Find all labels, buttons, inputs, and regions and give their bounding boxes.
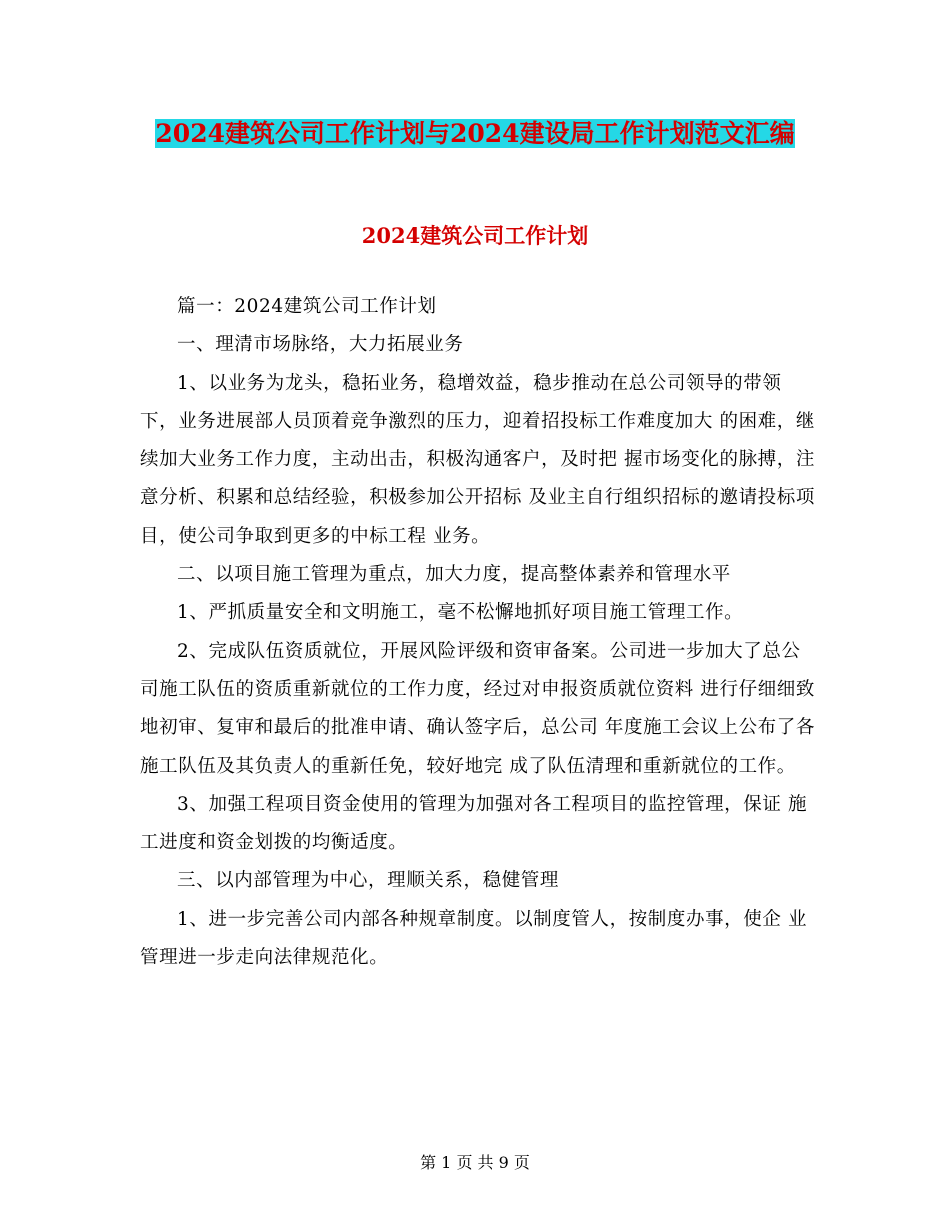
document-title-text: 2024建筑公司工作计划与2024建设局工作计划范文汇编 xyxy=(155,119,795,148)
paragraph: 篇一：2024建筑公司工作计划 xyxy=(177,296,437,317)
page-number: 第 1 页 共 9 页 xyxy=(420,1153,530,1172)
paragraph: 一、理清市场脉络，大力拓展业务 xyxy=(177,334,464,356)
paragraph: 三、以内部管理为中心，理顺关系，稳健管理 xyxy=(177,870,560,892)
paragraph: 二、以项目施工管理为重点，加大力度，提高整体素养和管理水平 xyxy=(177,564,731,586)
paragraph: 1、严抓质量安全和文明施工，毫不松懈地抓好项目施工管理工作。 xyxy=(177,602,744,624)
paragraph: 1、以业务为龙头，稳拓业务，稳增效益，稳步推动在总公司领导的带领下，业务进展部人员顶着竞争激烈的压力，迎着招投标工作难度加大 的困难，继续加大业务工作力度，主动出击，积极沟通客户，及时把 握市场变化的脉搏，注意分析、积累和总结经验，积极参加公开招标 及业主自行组织招标的邀请投标项目，使公司争取到更多的中标工程 业务。 xyxy=(140,372,815,547)
paragraph: 3、加强工程项目资金使用的管理为加强对各工程项目的监控管理，保证 施工进度和资金划拨的均衡适度。 xyxy=(140,793,808,854)
document-body xyxy=(140,288,815,977)
paragraph: 2、完成队伍资质就位，开展风险评级和资审备案。公司进一步加大了总公司施工队伍的资质重新就位的工作力度，经过对申报资质就位资料 进行仔细细致地初审、复审和最后的批准申请、确认签字后，总公司 年度施工会议上公布了各施工队伍及其负责人的重新任免，较好地完 成了队伍清理和重新就位的工作。 xyxy=(140,640,815,777)
document-title xyxy=(140,112,810,156)
section-title: 2024建筑公司工作计划 xyxy=(361,223,589,248)
paragraph: 1、进一步完善公司内部各种规章制度。以制度管人，按制度办事，使企 业管理进一步走向法律规范化。 xyxy=(140,908,808,969)
